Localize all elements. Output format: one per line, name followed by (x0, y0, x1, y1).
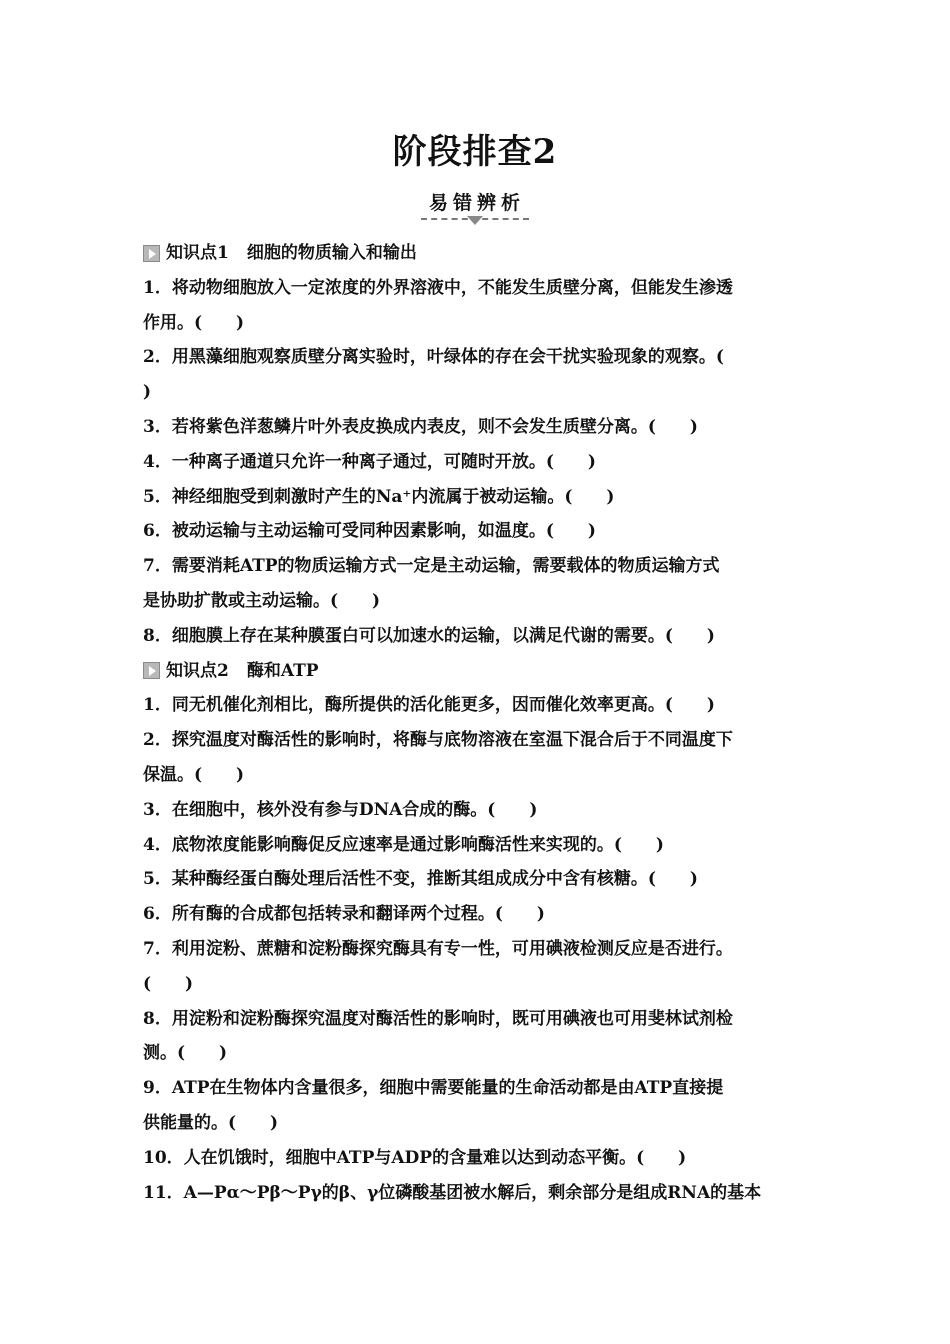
section-topic: 酶和ATP (246, 660, 319, 681)
question-line: 5．某种酶经蛋白酶处理后活性不变，推断其组成成分中含有核糖。( ) (143, 869, 698, 890)
question-line: 4．一种离子通道只允许一种离子通过，可随时开放。( ) (143, 451, 596, 472)
page-title: 阶段排查2 (392, 132, 558, 172)
question-line: 3．在细胞中，核外没有参与DNA合成的酶。( ) (143, 799, 538, 820)
question-line: 8．细胞膜上存在某种膜蛋白可以加速水的运输，以满足代谢的需要。( ) (143, 625, 715, 646)
question-line: ( ) (143, 973, 194, 994)
question-line: 2．用黑藻细胞观察质壁分离实验时，叶绿体的存在会干扰实验现象的观察。( (143, 347, 724, 368)
section-label: 知识点2 (166, 660, 229, 681)
play-icon (143, 245, 160, 262)
question-line: 1．将动物细胞放入一定浓度的外界溶液中，不能发生质壁分离，但能发生渗透 (143, 277, 733, 298)
subtitle-arrow-icon (467, 216, 483, 225)
question-line: 7．需要消耗ATP的物质运输方式一定是主动运输，需要载体的物质运输方式 (143, 556, 720, 577)
question-line: 是协助扩散或主动运输。( ) (143, 590, 381, 611)
question-line: 11．A—Pα～Pβ～Pγ的β、γ位磷酸基团被水解后，剩余部分是组成RNA的基本 (143, 1182, 762, 1203)
question-line: 1．同无机催化剂相比，酶所提供的活化能更多，因而催化效率更高。( ) (143, 695, 715, 716)
question-line: 测。( ) (143, 1043, 228, 1064)
question-line: ) (143, 382, 152, 403)
question-line: 作用。( ) (143, 312, 245, 333)
content (143, 236, 810, 1210)
section-label: 知识点1 (166, 243, 229, 263)
question-line: 6．被动运输与主动运输可受同种因素影响，如温度。( ) (143, 521, 596, 542)
section-topic: 细胞的物质输入和输出 (246, 243, 417, 263)
question-line: 8．用淀粉和淀粉酶探究温度对酶活性的影响时，既可用碘液也可用斐林试剂检 (143, 1008, 733, 1029)
subtitle: 易错辨析 (421, 188, 529, 220)
section-heading-2 (143, 654, 810, 689)
question-line: 7．利用淀粉、蔗糖和淀粉酶探究酶具有专一性，可用碘液检测反应是否进行。 (143, 938, 733, 959)
question-line: 3．若将紫色洋葱鳞片叶外表皮换成内表皮，则不会发生质壁分离。( ) (143, 416, 698, 437)
question-line: 6．所有酶的合成都包括转录和翻译两个过程。( ) (143, 904, 545, 925)
question-line: 4．底物浓度能影响酶促反应速率是通过影响酶活性来实现的。( ) (143, 834, 664, 855)
question-line: 2．探究温度对酶活性的影响时，将酶与底物溶液在室温下混合后于不同温度下 (143, 730, 733, 751)
question-line: 保温。( ) (143, 764, 245, 785)
question-line: 9．ATP在生物体内含量很多，细胞中需要能量的生命活动都是由ATP直接提 (143, 1078, 724, 1099)
question-line: 供能量的。( ) (143, 1112, 279, 1133)
question-line: 10．人在饥饿时，细胞中ATP与ADP的含量难以达到动态平衡。( ) (143, 1147, 687, 1168)
section-heading-1 (143, 236, 810, 271)
play-icon (143, 662, 160, 679)
question-line: 5．神经细胞受到刺激时产生的Na⁺内流属于被动运输。( ) (143, 486, 615, 507)
